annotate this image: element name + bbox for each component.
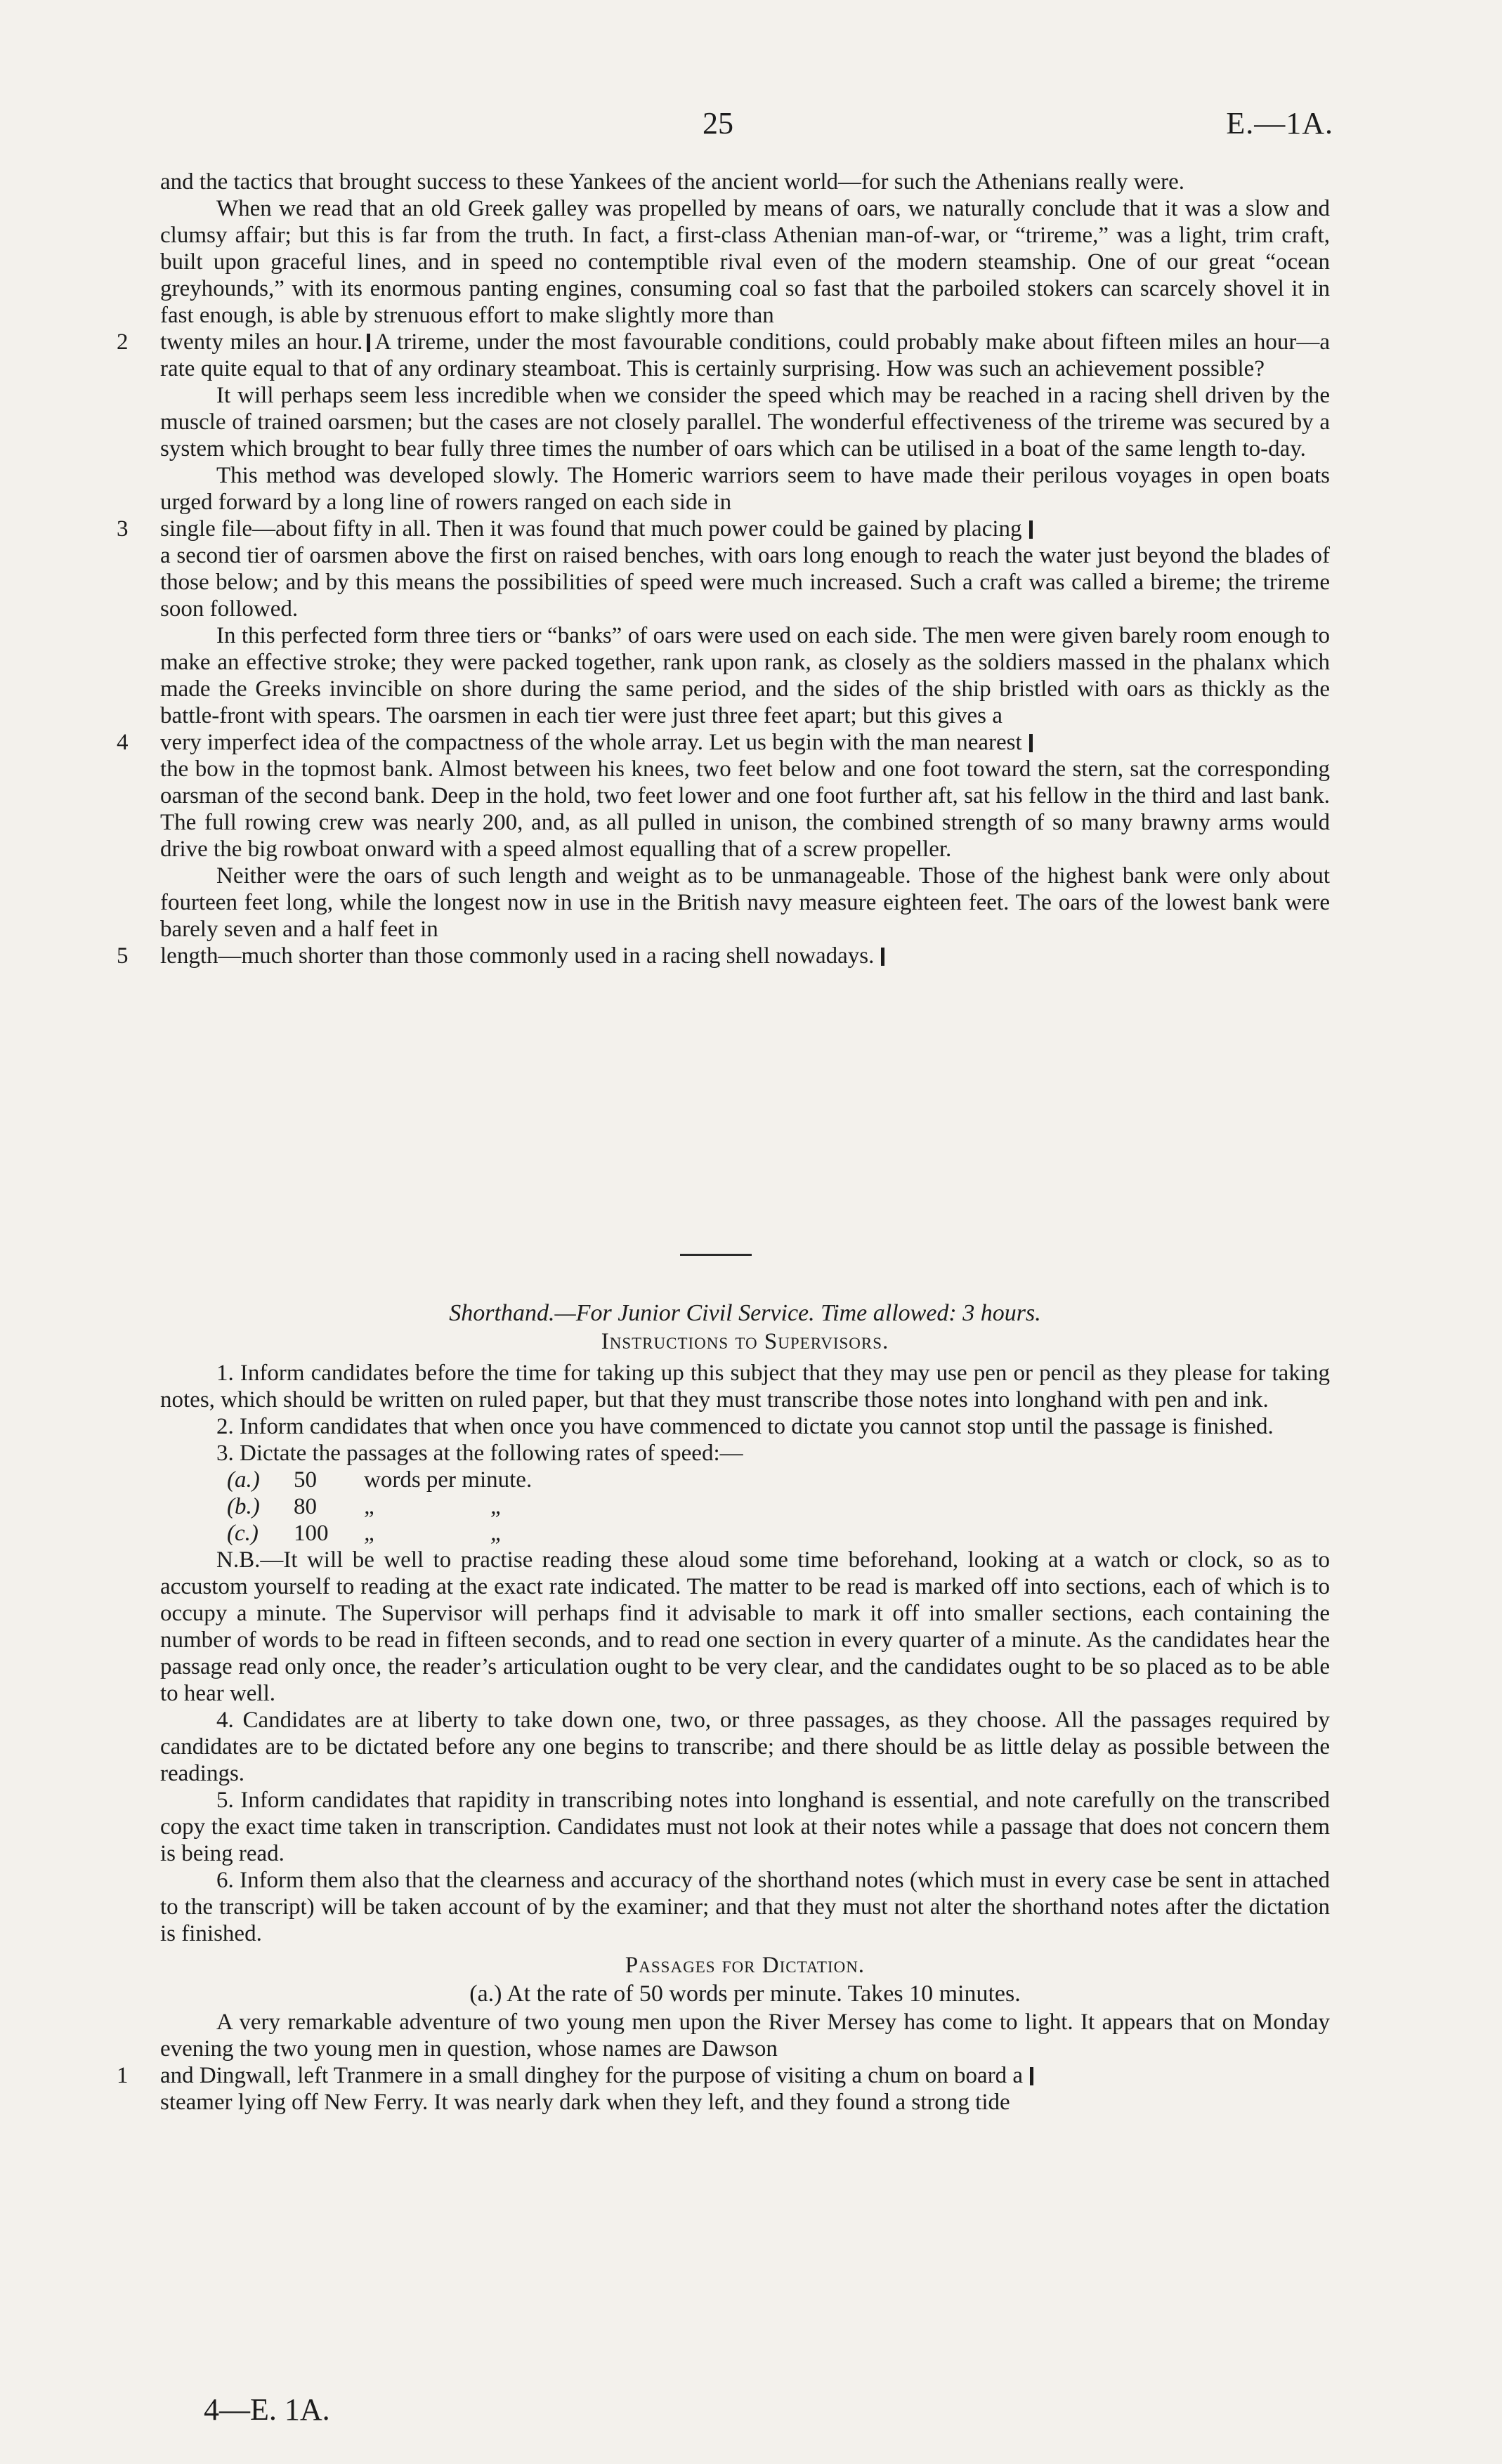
paragraph: Neither were the oars of such length and weight as to be unmanageable. Those of the highest bank were only about fourteen feet long, while the longest now in use in the British navy measure eighteen feet. The oars of the lowest bank were barely seven and a half feet in <box>160 863 1330 942</box>
paragraph <box>117 516 1330 542</box>
paragraph-segment: and Dingwall, left Tranmere in a small dinghey for the purpose of visiting a chum on board a <box>160 2063 1024 2088</box>
section-marker <box>1029 520 1033 539</box>
passage-text: A very remarkable adventure of two young men upon the River Mersey has come to light. It appears that on Monday evening the two young men in question, whose names are Dawson <box>160 2010 1330 2062</box>
section-divider <box>680 1254 752 1256</box>
page-footer-signature: 4—E. 1A. <box>204 2392 330 2427</box>
trireme-passage <box>117 169 1330 969</box>
paragraph-segment: A trireme, under the most favourable conditions, could probably make about fifteen miles an hour—a rate quite equal to that of any ordinary steamboat. This is certainly surprising. How was such an achievement possible? <box>160 329 1330 381</box>
paragraph: and the tactics that brought success to these Yankees of the ancient world—for such the Athenians really were. <box>160 169 1184 195</box>
instruction-item: 6. Inform them also that the clearness and accuracy of the shorthand notes (which must in every case be sent in attached to the transcript) will be taken account of by the examiner; and that they must not alter the shorthand notes after the dictation is finished. <box>160 1868 1330 1946</box>
rate-row <box>160 1467 1330 1493</box>
paragraph-segment: single file—about fifty in all. Then it was found that much power could be gained by placing <box>160 516 1022 542</box>
margin-number: 3 <box>117 516 129 542</box>
paragraph-segment: very imperfect idea of the compactness of the whole array. Let us begin with the man nearest <box>160 730 1022 755</box>
rate-label: (b.) <box>227 1494 260 1519</box>
paragraph: In this perfected form three tiers or “banks” of oars were used on each side. The men were given barely room enough to make an effective stroke; they were packed together, rank upon rank, as closely as the soldiers massed in the phalanx which made the Greeks invincible on shore during the same period, and the sides of the ship bristled with oars as thickly as the battle-front with spears. The oarsmen in each tier were just three feet apart; but this gives a <box>160 623 1330 728</box>
paragraph: This method was developed slowly. The Homeric warriors seem to have made their perilous voyages in open boats urged forward by a long line of rowers ranged on each side in <box>160 463 1330 515</box>
instruction-item: 2. Inform candidates that when once you have commenced to dictate you cannot stop until the passage is finished. <box>216 1414 1274 1439</box>
ditto-mark: „ <box>490 1521 504 1546</box>
dictation-rates <box>160 1467 1330 1547</box>
margin-number: 4 <box>117 730 129 755</box>
rate-value: 80 <box>294 1494 317 1519</box>
instruction-item: 3. Dictate the passages at the following rates of speed:— <box>216 1441 743 1466</box>
exam-title: Shorthand.—For Junior Civil Service. Time allowed: 3 hours. <box>449 1300 1041 1326</box>
ditto-mark: „ <box>364 1494 377 1519</box>
paragraph-segment: twenty miles an hour. <box>160 329 363 355</box>
margin-number: 1 <box>117 2063 129 2088</box>
ditto-mark: „ <box>490 1494 504 1519</box>
rate-label: (c.) <box>227 1521 259 1546</box>
section-marker <box>1029 734 1033 752</box>
page-number: 25 <box>703 106 733 140</box>
rate-suffix: words per minute. <box>364 1467 533 1493</box>
instructions-heading: Instructions to Supervisors. <box>601 1329 889 1354</box>
section-marker <box>1030 2067 1033 2085</box>
rate-label: (a.) <box>227 1467 260 1493</box>
paragraph: It will perhaps seem less incredible when we consider the speed which may be reached in a racing shell driven by the muscle of trained oarsmen; but the cases are not closely parallel. The wonderful effectiveness of the trireme was secured by a system which brought to bear fully three times the number of oars which can be utilised in a boat of the same length to-day. <box>160 383 1330 461</box>
paragraph <box>117 729 1330 756</box>
passage-a-heading: (a.) At the rate of 50 words per minute. Takes 10 minutes. <box>469 1981 1021 2007</box>
passage-text: steamer lying off New Ferry. It was nearly dark when they left, and they found a strong tide <box>160 2090 1010 2115</box>
passage-text <box>117 2062 1330 2089</box>
instruction-item: 4. Candidates are at liberty to take down one, two, or three passages, as they choose. All the passages required by candidates are to be dictated before any one begins to transcribe; and there should be as little delay as possible between the readings. <box>160 1708 1330 1786</box>
margin-number: 2 <box>117 329 129 355</box>
paragraph: a second tier of oarsmen above the first on raised benches, with oars long enough to reach the water just beyond the blades of those below; and by this means the possibilities of speed were much increased. Such a craft was called a bireme; the trireme soon followed. <box>160 543 1330 622</box>
section-marker <box>367 334 370 352</box>
ditto-mark: „ <box>364 1521 377 1546</box>
paragraph: the bow in the topmost bank. Almost between his knees, two feet below and one foot toward the stern, sat the corresponding oarsman of the second bank. Deep in the hold, two feet lower and one foot further aft, sat his fellow in the third and last bank. The full rowing crew was nearly 200, and, as all pulled in unison, the combined strength of so many brawny arms would drive the big rowboat onward with a speed almost equalling that of a screw propeller. <box>160 756 1330 862</box>
paragraph <box>117 329 1330 382</box>
page-header <box>0 105 1502 148</box>
rate-value: 50 <box>294 1467 317 1493</box>
rate-row <box>160 1520 1330 1547</box>
page-reference: E.—1A. <box>1226 106 1333 140</box>
rate-row <box>160 1493 1330 1520</box>
paragraph: When we read that an old Greek galley was propelled by means of oars, we naturally conclude that it was a slow and clumsy affair; but this is far from the truth. In fact, a first-class Athenian man-of-war, or “trireme,” was a light, trim craft, built upon graceful lines, and in speed no contemptible rival even of the modern steamship. One of our great “ocean greyhounds,” with its enormous panting engines, consuming coal so fast that the parboiled stokers can scarcely shovel it in fast enough, is able by strenuous effort to make slightly more than <box>160 196 1330 328</box>
paragraph <box>117 943 1330 969</box>
paragraph-segment: length—much shorter than those commonly used in a racing shell nowadays. <box>160 943 875 969</box>
rate-value: 100 <box>294 1521 329 1546</box>
margin-number: 5 <box>117 943 129 969</box>
shorthand-section <box>117 1299 1330 2116</box>
passages-heading: Passages for Dictation. <box>625 1953 866 1978</box>
nb-note: N.B.—It will be well to practise reading these aloud some time beforehand, looking at a watch or clock, so as to accustom yourself to reading at the exact rate indicated. The matter to be read is marked off into sections, each of which is to occupy a minute. The Supervisor will perhaps find it advisable to mark it off into smaller sections, each containing the number of words to be read in fifteen seconds, and to read one section in every quarter of a minute. As the candidates hear the passage read only once, the reader’s articulation ought to be very clear, and the candidates ought to be so placed as to be able to hear well. <box>160 1547 1330 1706</box>
instruction-item: 5. Inform candidates that rapidity in transcribing notes into longhand is essential, and note carefully on the transcribed copy the exact time taken in transcription. Candidates must not look at their notes while a passage that does not concern them is being read. <box>160 1788 1330 1866</box>
instruction-item: 1. Inform candidates before the time for taking up this subject that they may use pen or pencil as they please for taking notes, which should be written on ruled paper, but that they must transcribe those notes into longhand with pen and ink. <box>160 1361 1330 1413</box>
section-marker <box>881 948 884 966</box>
